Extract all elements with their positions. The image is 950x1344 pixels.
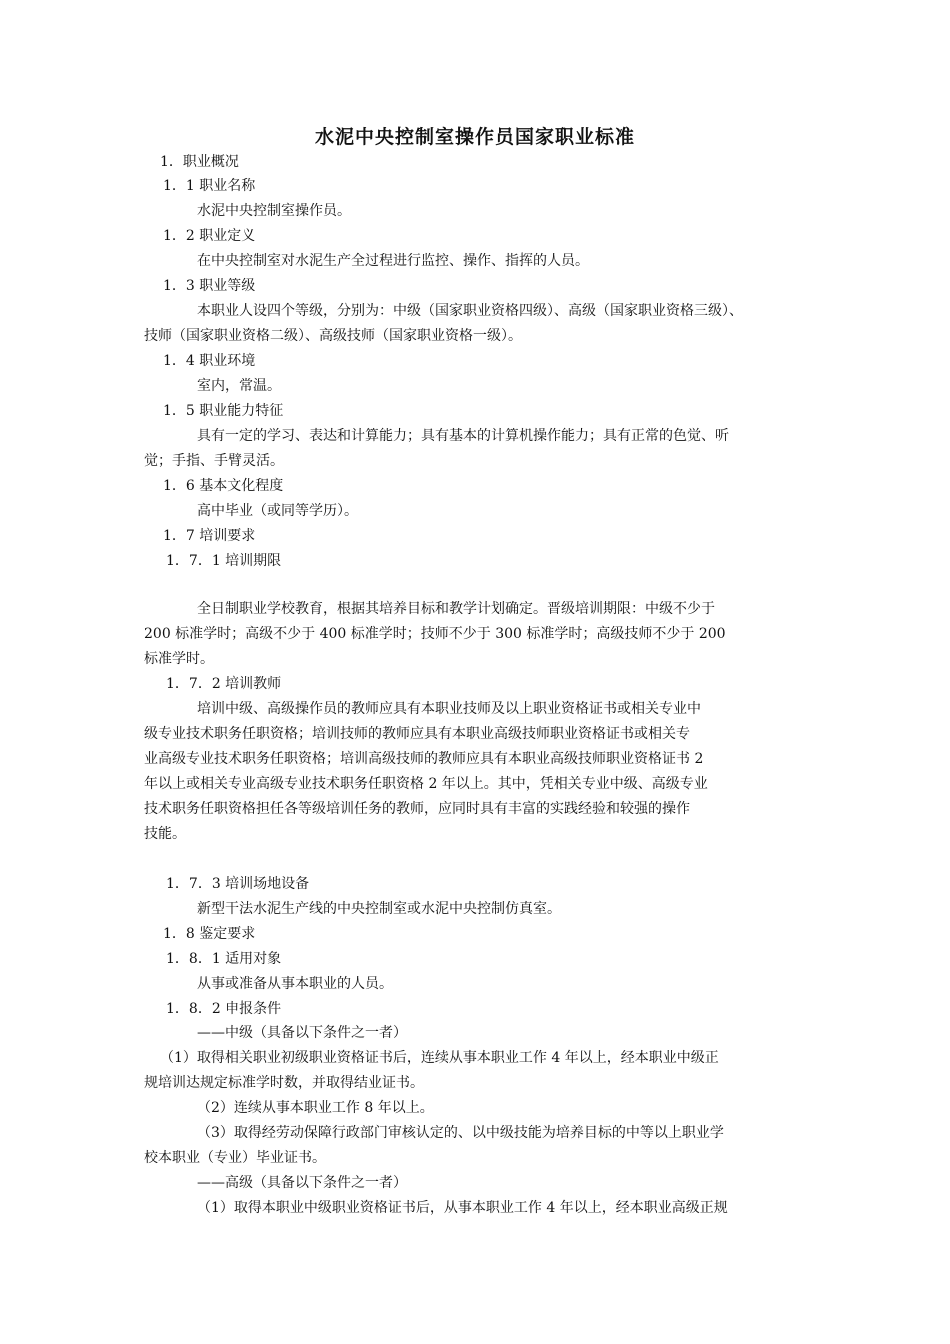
paragraph-line: （2）连续从事本职业工作 8 年以上。 bbox=[197, 1100, 434, 1116]
paragraph-line: 新型干法水泥生产线的中央控制室或水泥中央控制仿真室。 bbox=[197, 901, 561, 917]
section-heading: 1．职业概况 bbox=[160, 154, 239, 170]
paragraph-line: 在中央控制室对水泥生产全过程进行监控、操作、指挥的人员。 bbox=[197, 253, 589, 269]
paragraph-line: 年以上或相关专业高级专业技术职务任职资格 2 年以上。其中，凭相关专业中级、高级专业 bbox=[144, 776, 708, 792]
paragraph-line: ——中级（具备以下条件之一者） bbox=[197, 1025, 407, 1041]
paragraph-line: （3）取得经劳动保障行政部门审核认定的、以中级技能为培养目标的中等以上职业学 bbox=[197, 1125, 724, 1141]
paragraph-line: 技师（国家职业资格二级）、高级技师（国家职业资格一级）。 bbox=[144, 328, 522, 344]
subsubsection-heading: 1．8．2 申报条件 bbox=[166, 1001, 282, 1017]
subsubsection-heading: 1．7．3 培训场地设备 bbox=[166, 876, 310, 892]
subsection-heading: 1．3 职业等级 bbox=[163, 278, 256, 294]
paragraph-line: 觉；手指、手臂灵活。 bbox=[144, 453, 284, 469]
paragraph-line: 规培训达规定标准学时数，并取得结业证书。 bbox=[144, 1075, 424, 1091]
paragraph-line: 高中毕业（或同等学历）。 bbox=[197, 503, 358, 519]
subsection-heading: 1．5 职业能力特征 bbox=[163, 403, 284, 419]
subsubsection-heading: 1．8．1 适用对象 bbox=[166, 951, 282, 967]
paragraph-line: 技术职务任职资格担任各等级培训任务的教师，应同时具有丰富的实践经验和较强的操作 bbox=[144, 801, 690, 817]
subsection-heading: 1．6 基本文化程度 bbox=[163, 478, 284, 494]
paragraph-line: 全日制职业学校教育，根据其培养目标和教学计划确定。晋级培训期限：中级不少于 bbox=[197, 601, 715, 617]
subsection-heading: 1．2 职业定义 bbox=[163, 228, 256, 244]
paragraph-line: 业高级专业技术职务任职资格；培训高级技师的教师应具有本职业高级技师职业资格证书 2 bbox=[144, 751, 704, 767]
subsection-heading: 1．8 鉴定要求 bbox=[163, 926, 256, 942]
paragraph-line: 标准学时。 bbox=[144, 651, 214, 667]
paragraph-line: 室内，常温。 bbox=[197, 378, 281, 394]
paragraph-line: 200 标准学时；高级不少于 400 标准学时；技师不少于 300 标准学时；高级技师不少于 200 bbox=[144, 626, 726, 642]
paragraph-line: 水泥中央控制室操作员。 bbox=[197, 203, 351, 219]
paragraph-line: （1）取得相关职业初级职业资格证书后，连续从事本职业工作 4 年以上，经本职业中级正 bbox=[160, 1050, 719, 1066]
paragraph-line: 级专业技术职务任职资格；培训技师的教师应具有本职业高级技师职业资格证书或相关专 bbox=[144, 726, 690, 742]
paragraph-line: 培训中级、高级操作员的教师应具有本职业技师及以上职业资格证书或相关专业中 bbox=[197, 701, 701, 717]
paragraph-line: ——高级（具备以下条件之一者） bbox=[197, 1175, 407, 1191]
subsubsection-heading: 1．7．2 培训教师 bbox=[166, 676, 282, 692]
subsubsection-heading: 1．7．1 培训期限 bbox=[166, 553, 282, 569]
paragraph-line: 本职业人设四个等级，分别为：中级（国家职业资格四级）、高级（国家职业资格三级）、 bbox=[197, 303, 743, 319]
subsection-heading: 1．7 培训要求 bbox=[163, 528, 256, 544]
paragraph-line: （1）取得本职业中级职业资格证书后，从事本职业工作 4 年以上，经本职业高级正规 bbox=[197, 1200, 728, 1216]
subsection-heading: 1．4 职业环境 bbox=[163, 353, 256, 369]
paragraph-line: 技能。 bbox=[144, 826, 186, 842]
paragraph-line: 从事或准备从事本职业的人员。 bbox=[197, 976, 393, 992]
document-title: 水泥中央控制室操作员国家职业标准 bbox=[314, 126, 635, 148]
paragraph-line: 具有一定的学习、表达和计算能力；具有基本的计算机操作能力；具有正常的色觉、听 bbox=[197, 428, 729, 444]
paragraph-line: 校本职业（专业）毕业证书。 bbox=[144, 1150, 326, 1166]
subsection-heading: 1．1 职业名称 bbox=[163, 178, 256, 194]
